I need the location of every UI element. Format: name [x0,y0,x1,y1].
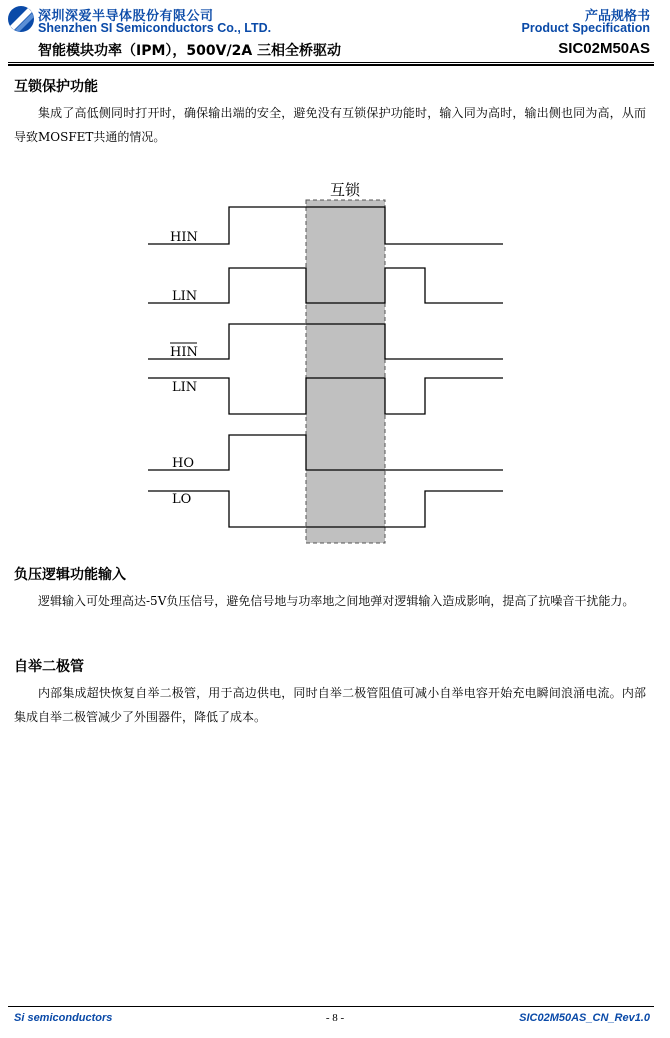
footer-divider [8,1006,654,1007]
footer-brand: Si semiconductors [14,1012,113,1024]
section-title-negative-logic: 负压逻辑功能输入 [14,567,126,583]
signal-label-ho: HO [172,456,194,471]
spec-title-en: Product Specification [521,21,650,35]
section-body-negative-logic: 逻辑输入可处理高达-5V负压信号，避免信号地与功率地之间地弹对逻辑输入造成影响，提高了抗噪音干扰能力。 [38,594,635,608]
part-number: SIC02M50AS [558,40,650,57]
product-subtitle: 智能模块功率（IPM），500V/2A 三相全桥驱动 [38,43,342,59]
section-title-interlock: 互锁保护功能 [14,79,98,95]
signal-label-lo: LO [172,492,192,507]
section-body-bootstrap-diode: 内部集成超快恢复自举二极管，用于高边供电，同时自举二极管阻值可减小自举电容开始充电瞬间浪涌电流。内部集成自举二极管减少了外围器件，降低了成本。 [14,686,646,724]
signal-label-hin-bar: HIN [170,345,198,360]
company-name-en: Shenzhen SI Semiconductors Co., LTD. [38,21,272,35]
signal-label-hin: HIN [170,230,198,245]
signal-label-lin: LIN [172,289,198,304]
document-id: SIC02M50AS_CN_Rev1.0 [519,1012,650,1024]
signal-label-lin-bar: LIN [172,380,198,395]
section-body-interlock: 集成了高低侧同时打开时，确保输出端的安全，避免没有互锁保护功能时，输入同为高时，输出侧也同为高，从而导致MOSFET共通的情况。 [14,106,646,144]
section-title-bootstrap-diode: 自举二极管 [14,659,84,675]
spec-title-cn: 产品规格书 [584,9,650,24]
company-name-cn: 深圳深爱半导体股份有限公司 [38,9,214,24]
page-number: - 8 - [325,1012,345,1024]
interlock-window [306,200,385,543]
interlock-label: 互锁 [329,181,361,199]
